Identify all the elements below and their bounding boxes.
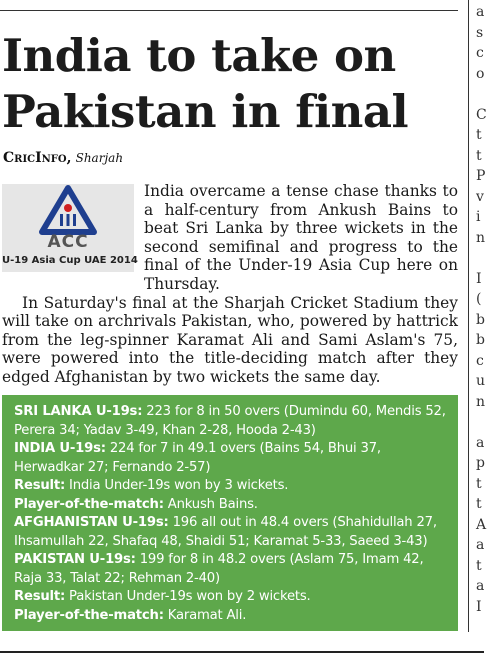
scorecard-label: PAKISTAN U-19s: <box>14 552 136 567</box>
scorecard-label: Result: <box>14 478 66 493</box>
scorecard-text: 196 all out in 48.4 overs (Shahidullah 27, Ihsamullah 22, Shafaq 48, Shaidi 51; Karamat 5-33, Saeed 3-43) <box>14 515 437 549</box>
scorecard-line <box>14 496 448 515</box>
adjacent-column-letter: t <box>476 475 482 492</box>
adjacent-column-letter: n <box>476 393 486 410</box>
adjacent-column-letter: ( <box>476 291 482 307</box>
scorecard-label: Player-of-the-match: <box>14 607 164 623</box>
adjacent-column-letter: t <box>476 557 482 574</box>
adjacent-column-letter: p <box>476 455 485 471</box>
adjacent-column-letter: o <box>476 65 485 82</box>
adjacent-column-letter: t <box>476 147 482 164</box>
scorecard-label: SRI LANKA U-19s: <box>14 404 143 419</box>
scorecard-line <box>14 588 448 607</box>
bottom-rule <box>0 651 484 653</box>
scorecard-text: Ankush Bains. <box>163 496 258 512</box>
adjacent-column-letter: b <box>476 332 485 348</box>
adjacent-column-letter: P <box>476 168 486 184</box>
adjacent-column-fragment <box>470 0 487 650</box>
scorecard-text: Pakistan Under-19s won by 2 wickets. <box>65 589 311 604</box>
adjacent-column-letter: A <box>476 516 487 533</box>
adjacent-column-letter: a <box>476 578 485 594</box>
story-paragraph-2: In Saturday's final at the Sharjah Cricket Stadium they will take on archrivals Pakistan, who, powered by hattrick from the leg-spinner Karamat Ali and Sami Aslam's 75, were powered into the title-deciding match after they edged Afghanistan by two wickets the same day. <box>2 293 458 386</box>
adjacent-column-letter: n <box>476 229 486 246</box>
adjacent-column-letter: C <box>476 106 487 123</box>
adjacent-column-letter: a <box>476 537 485 553</box>
adjacent-column-letter: v <box>476 188 484 205</box>
scorecard-label: Player-of-the-match: <box>14 496 164 512</box>
adjacent-column-letter: t <box>476 496 482 512</box>
scorecard-line <box>14 607 448 626</box>
scorecard-line <box>14 514 448 551</box>
scorecard-line <box>14 403 448 440</box>
acc-triangle-icon <box>36 186 100 236</box>
logo-caption: U-19 Asia Cup UAE 2014 <box>2 255 138 266</box>
top-rule <box>0 10 458 11</box>
scorecard-label: Result: <box>14 589 66 604</box>
scorecard-line <box>14 440 448 477</box>
scorecard-text: 199 for 8 in 48.2 overs (Aslam 75, Imam 42, Raja 33, Talat 22; Rehman 2-40) <box>14 552 424 586</box>
scorecard-line <box>14 477 448 496</box>
adjacent-column-letter: b <box>476 311 485 328</box>
scorecard-text: 224 for 7 in 49.1 overs (Bains 54, Bhui 37, Herwadkar 27; Fernando 2-57) <box>14 441 381 475</box>
adjacent-column-letter: a <box>476 4 485 20</box>
adjacent-column-letter: c <box>476 352 484 369</box>
acc-logo <box>2 184 138 272</box>
column-divider <box>468 0 469 632</box>
adjacent-column-letter: i <box>476 209 481 225</box>
adjacent-column-letter: I <box>476 598 482 615</box>
adjacent-column-letter: u <box>476 373 486 389</box>
adjacent-column-letter: t <box>476 127 482 143</box>
scorecard-text: Karamat Ali. <box>163 607 247 623</box>
adjacent-column-letter: I <box>476 270 482 287</box>
scorecard-text: India Under-19s won by 3 wickets. <box>65 478 289 493</box>
adjacent-column-letter: s <box>476 24 484 41</box>
scorecard-label: INDIA U-19s: <box>14 441 106 456</box>
story-paragraph-1: India overcame a tense chase thanks to a half-century from Ankush Bains to beat Sri Lanka by three wickets in the second semifinal and progress to the final of the Under-19 Asia Cup here on Thursday. <box>144 182 458 293</box>
scorecard-text: 223 for 8 in 50 overs (Dumindu 60, Mendis 52, Perera 34; Yadav 3-49, Khan 2-28, Hooda 2-43) <box>14 404 446 438</box>
byline-place: Sharjah <box>75 151 124 165</box>
headline: India to take on Pakistan in final <box>2 29 409 138</box>
scorecard-label: AFGHANISTAN U-19s: <box>14 515 169 530</box>
scorecard-box <box>2 395 458 631</box>
byline <box>3 150 123 166</box>
scorecard-line <box>14 551 448 588</box>
byline-source: CricInfo, <box>3 150 72 166</box>
adjacent-column-letter: a <box>476 434 485 451</box>
logo-acc-text: ACC <box>47 232 89 252</box>
adjacent-column-letter: c <box>476 45 484 61</box>
